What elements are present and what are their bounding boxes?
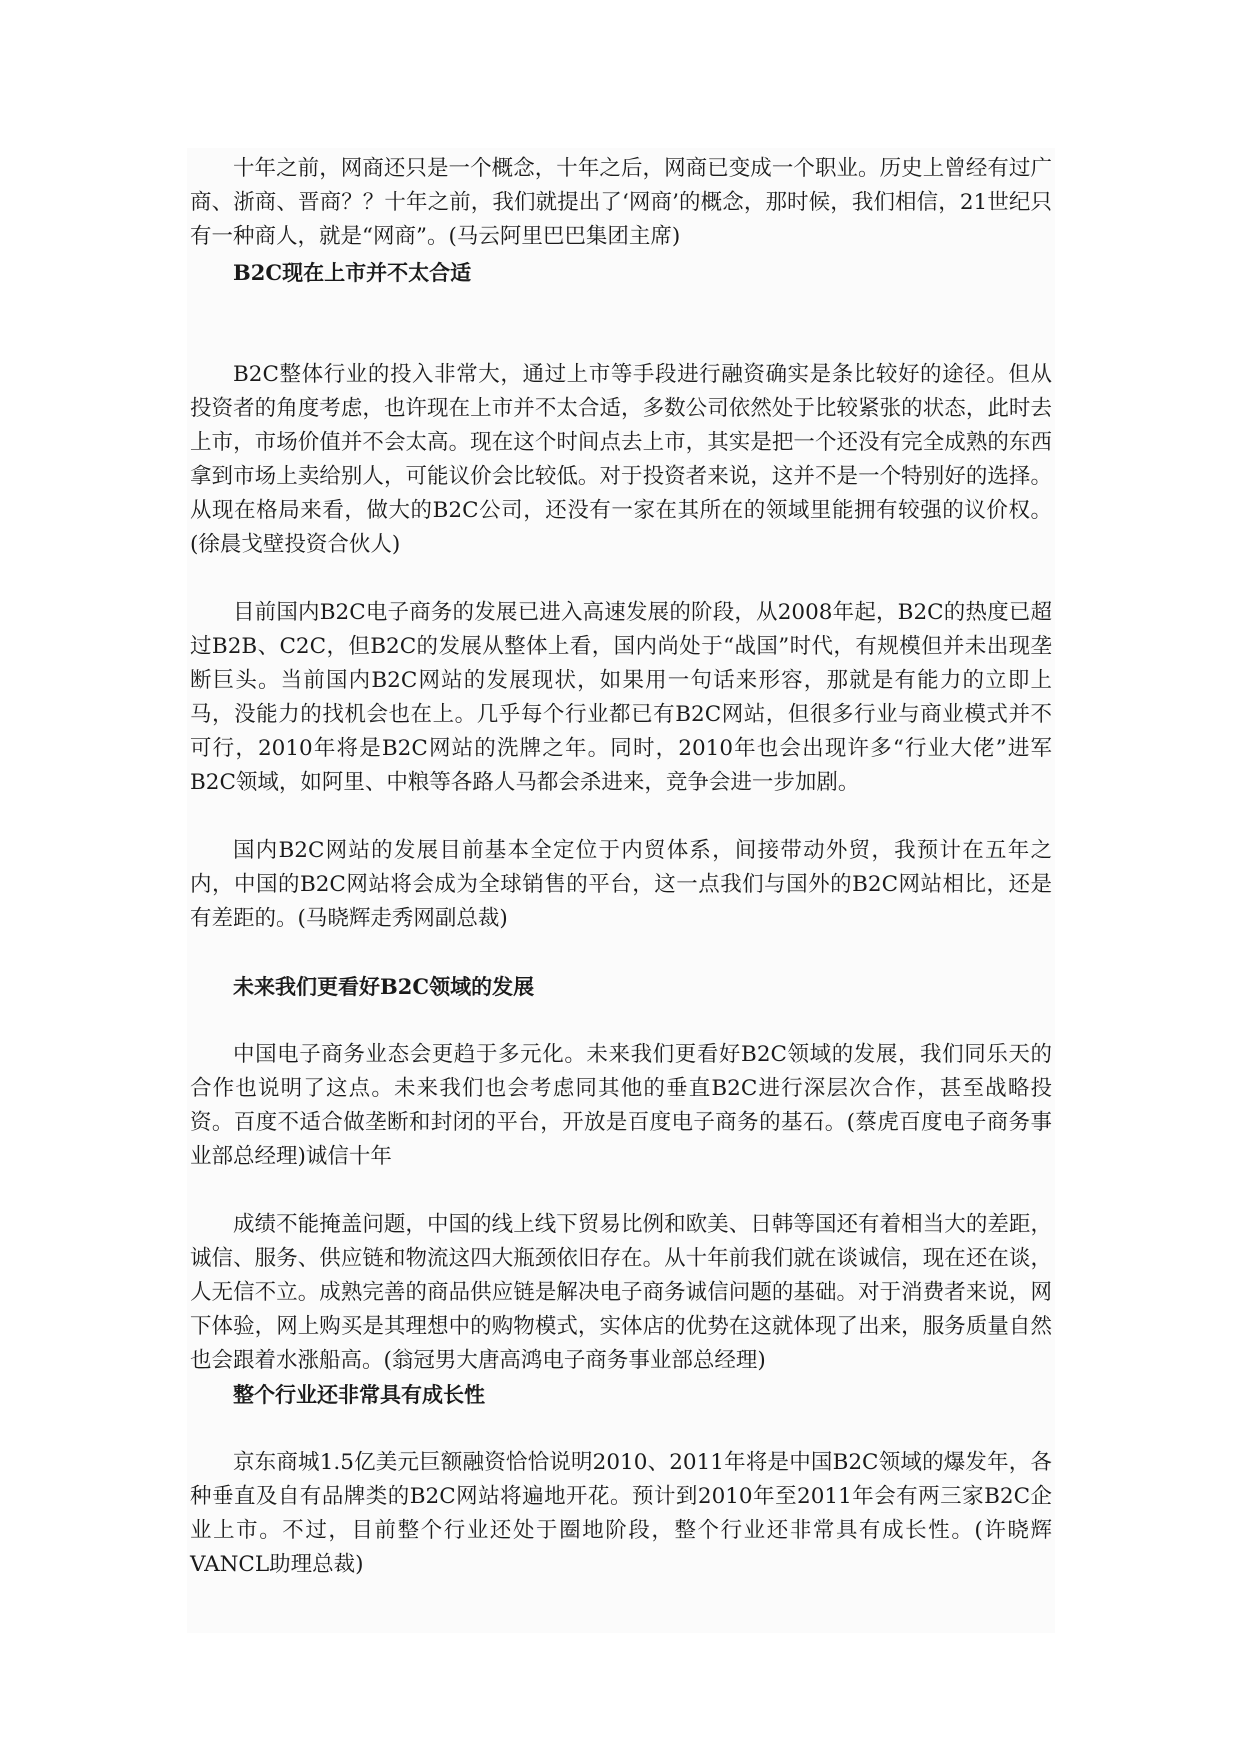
section-heading-future: 未来我们更看好B2C领域的发展 — [233, 974, 535, 999]
section-heading-growth: 整个行业还非常具有成长性 — [233, 1382, 485, 1407]
paragraph-future: 中国电子商务业态会更趋于多元化。未来我们更看好B2C领域的发展，我们同乐天的合作也说明了这点。未来我们也会考虑同其他的垂直B2C进行深层次合作，甚至战略投资。百度不适合做垄断和封闭的平台，开放是百度电子商务的基石。(蔡虎百度电子商务事业部总经理)诚信十年 — [190, 1042, 1052, 1169]
paragraph-intro: 十年之前，网商还只是一个概念，十年之后，网商已变成一个职业。历史上曾经有过广商、浙商、晋商？？十年之前，我们就提出了‘网商’的概念，那时候，我们相信，21世纪只有一种商人，就是“网商”。(马云阿里巴巴集团主席) — [190, 156, 1052, 249]
paragraph-listing: B2C整体行业的投入非常大，通过上市等手段进行融资确实是条比较好的途径。但从投资者的角度考虑，也许现在上市并不太合适，多数公司依然处于比较紧张的状态，此时去上市，市场价值并不会太高。现在这个时间点去上市，其实是把一个还没有完全成熟的东西拿到市场上卖给别人，可能议价会比较低。对于投资者来说，这并不是一个特别好的选择。从现在格局来看，做大的B2C公司，还没有一家在其所在的领域里能拥有较强的议价权。(徐晨戈壁投资合伙人) — [190, 362, 1052, 557]
paragraph-growth: 京东商城1.5亿美元巨额融资恰恰说明2010、2011年将是中国B2C领域的爆发年，各种垂直及自有品牌类的B2C网站将遍地开花。预计到2010年至2011年会有两三家B2C企业上市。不过，目前整个行业还处于圈地阶段，整个行业还非常具有成长性。(许晓辉VANCL助理总裁) — [190, 1450, 1052, 1577]
section-heading-listing: B2C现在上市并不太合适 — [233, 260, 472, 285]
paragraph-integrity: 成绩不能掩盖问题，中国的线上线下贸易比例和欧美、日韩等国还有着相当大的差距，诚信、服务、供应链和物流这四大瓶颈依旧存在。从十年前我们就在谈诚信，现在还在谈，人无信不立。成熟完善的商品供应链是解决电子商务诚信问题的基础。对于消费者来说，网下体验，网上购买是其理想中的购物模式，实体店的优势在这就体现了出来，服务质量自然也会跟着水涨船高。(翁冠男大唐高鸿电子商务事业部总经理) — [190, 1212, 1052, 1373]
paragraph-market-status: 目前国内B2C电子商务的发展已进入高速发展的阶段，从2008年起，B2C的热度已超过B2B、C2C，但B2C的发展从整体上看，国内尚处于“战国”时代，有规模但并未出现垄断巨头。当前国内B2C网站的发展现状，如果用一句话来形容，那就是有能力的立即上马，没能力的找机会也在上。几乎每个行业都已有B2C网站，但很多行业与商业模式并不可行，2010年将是B2C网站的洗牌之年。同时，2010年也会出现许多“行业大佬”进军B2C领域，如阿里、中粮等各路人马都会杀进来，竞争会进一步加剧。 — [190, 600, 1052, 795]
paragraph-domestic-trade: 国内B2C网站的发展目前基本全定位于内贸体系，间接带动外贸，我预计在五年之内，中国的B2C网站将会成为全球销售的平台，这一点我们与国外的B2C网站相比，还是有差距的。(马晓辉走秀网副总裁) — [190, 838, 1052, 931]
